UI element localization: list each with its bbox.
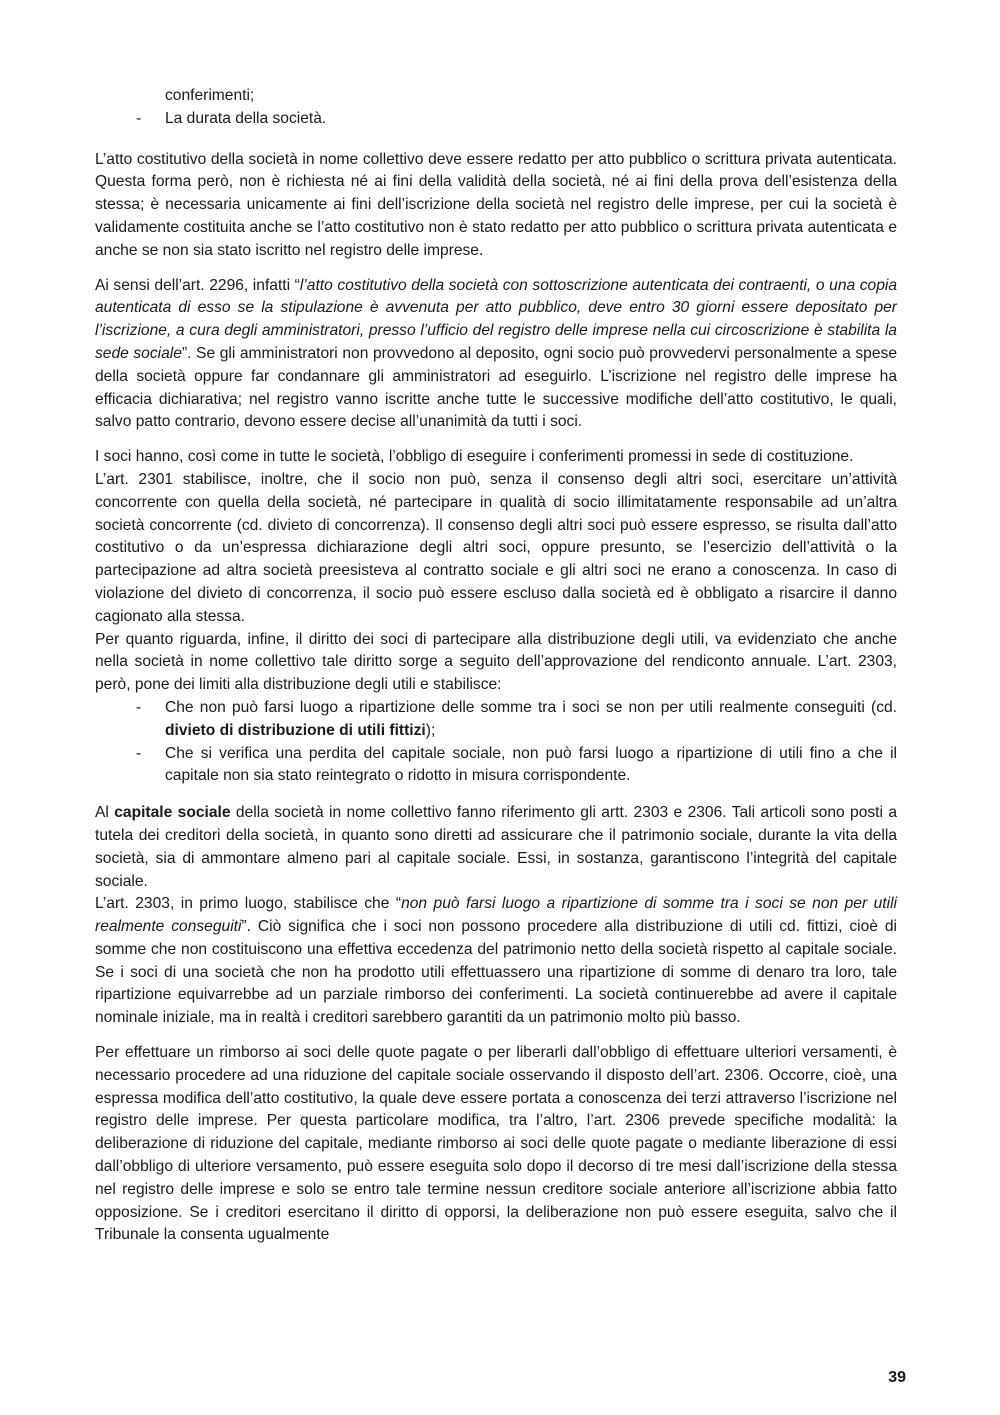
paragraph-art-2306: Per effettuare un rimborso ai soci delle quote pagate o per liberarli dall’obbligo di effettuare ulteriori versamenti, è necessario procedere ad una riduzione del capitale sociale osservando il disposto dell’art. 2306. Occorre, cioè, una espressa modifica dell’atto costitutivo, la quale deve essere portata a conoscenza dei terzi attraverso l’iscrizione nel registro delle imprese. Per questa particolare modifica, tra l’altro, l’art. 2306 prevede specifiche modalità: la deliberazione di riduzione del capitale, mediante rimborso ai soci delle quote pagate o mediante liberazione di essi dall’obbligo di ulteriore versamento, può essere eseguita solo dopo il decorso di tre mesi dall’iscrizione della stessa nel registro delle imprese e solo se entro tale termine nessun creditore sociale anteriore all’iscrizione abbia fatto opposizione. Se i creditori esercitano il diritto di opporsi, la deliberazione non può essere eseguita, salvo che il Tribunale la consenta ugualmente: [95, 1044, 897, 1244]
paragraph-art-2296: [95, 275, 897, 435]
paragraph-form-of-deed: L’atto costitutivo della società in nome collettivo deve essere redatto per atto pubblico o scrittura privata autenticata. Questa forma però, non è richiesta né ai fini della validità della società, né ai fini della prova dell’esistenza della stessa; è necessaria unicamente ai fini dell’iscrizione della società nel registro delle imprese, per cui la società è validamente costituita anche se l’atto costitutivo non è stato redatto per atto pubblico o scrittura privata autenticata e anche se non sia stato iscritto nel registro delle imprese.: [95, 150, 897, 259]
text-run: Ai sensi dell’art. 2296, infatti “: [95, 276, 300, 294]
text-run: ”. Se gli amministratori non provvedono al deposito, ogni socio può provvedervi personalmente a spese della società oppure far condannare gli amministratori ad eseguirlo. L’iscrizione nel registro delle imprese ha efficacia dichiarativa; nel registro vanno iscritte anche tutte le successive modifiche dell’atto costitutivo, le quali, salvo patto contrario, devono essere decise all’unanimità da tutti i soci.: [95, 344, 897, 431]
list-item: [165, 697, 897, 743]
text-run: Che non può farsi luogo a ripartizione delle somme tra i soci se non per utili realmente conseguiti (cd.: [165, 698, 897, 716]
paragraph-art-2303: [95, 893, 897, 1030]
document-page: [95, 85, 897, 1247]
list-item: conferimenti;: [165, 87, 255, 104]
quote-text: l’atto costitutivo della società con sottoscrizione autenticata dei contraenti, o una copia autenticata di esso se la stipulazione è avvenuta per atto pubblico, deve entro 30 giorni essere depositato per l’iscrizione, a cura degli amministratori, presso l’ufficio del registro delle imprese nella cui circoscrizione è stabilita la sede sociale: [95, 276, 898, 362]
list-profit-limits: [95, 697, 897, 788]
text-run: Al: [95, 804, 115, 822]
text-run: );: [425, 721, 436, 739]
list-item: - La durata della società.: [165, 108, 897, 131]
text-run: della società in nome collettivo fanno riferimento gli artt. 2303 e 2306. Tali articoli sono posti a tutela dei creditori della società, in quanto sono diretti ad assicurare che il patrimonio sociale, durante la vita della società, sia di ammontare almeno pari al capitale sociale. Essi, in sostanza, garantiscono l’integrità del capitale sociale.: [95, 804, 898, 890]
text-run: L’art. 2303, in primo luogo, stabilisce che “: [95, 895, 402, 913]
paragraph-contributions: I soci hanno, così come in tutte le società, l’obbligo di eseguire i conferimenti promessi in sede di costituzione.: [95, 448, 854, 466]
bold-text: divieto di distribuzione di utili fittizi: [165, 721, 426, 739]
page-number: 39: [888, 1369, 906, 1386]
list-top: [95, 85, 897, 131]
text-run: ”. Ciò significa che i soci non possono procedere alla distribuzione di utili cd. fittizi, cioè di somme che non costituiscono una effettiva eccedenza del patrimonio netto della società rispetto al capitale sociale. Se i soci di una società che non ha prodotto utili effettuassero una ripartizione di somme di denaro tra loro, tale ripartizione equivarrebbe ad un parziale rimborso dei conferimenti. La società continuerebbe ad avere il capitale nominale iniziale, ma in realtà i creditori sarebbero garantiti da un patrimonio molto più basso.: [95, 918, 897, 1027]
paragraph-capital: [95, 802, 897, 893]
paragraph-art-2301: L’art. 2301 stabilisce, inoltre, che il socio non può, senza il consenso degli altri soci, esercitare un’attività concorrente con quella della società, né partecipare in qualità di socio illimitatamente responsabile ad un’altra società concorrente (cd. divieto di concorrenza). Il consenso degli altri soci può essere espresso, se risulta dall’atto costitutivo o da un’espressa dichiarazione degli altri soci, oppure presunto, se l’esercizio dell’attività o la partecipazione ad altra società preesisteva al contratto sociale e gli altri soci ne erano a conoscenza. In caso di violazione del divieto di concorrenza, il socio può essere escluso dalla società ed è obbligato a risarcire il danno cagionato alla stessa.: [95, 470, 897, 625]
paragraph-profits: Per quanto riguarda, infine, il diritto dei soci di partecipare alla distribuzione degli utili, va evidenziato che anche nella società in nome collettivo tale diritto sorge a seguito dell’approvazione del rendiconto annuale. L’art. 2303, però, pone dei limiti alla distribuzione degli utili e stabilisce:: [95, 630, 897, 694]
bold-text: capitale sociale: [114, 804, 231, 822]
list-item: - Che si verifica una perdita del capitale sociale, non può farsi luogo a ripartizione di utili fino a che il capitale non sia stato reintegrato o ridotto in misura corrispondente.: [165, 743, 897, 789]
quote-text: non può farsi luogo a ripartizione di somme tra i soci se non per utili realmente conseguiti: [95, 895, 897, 936]
